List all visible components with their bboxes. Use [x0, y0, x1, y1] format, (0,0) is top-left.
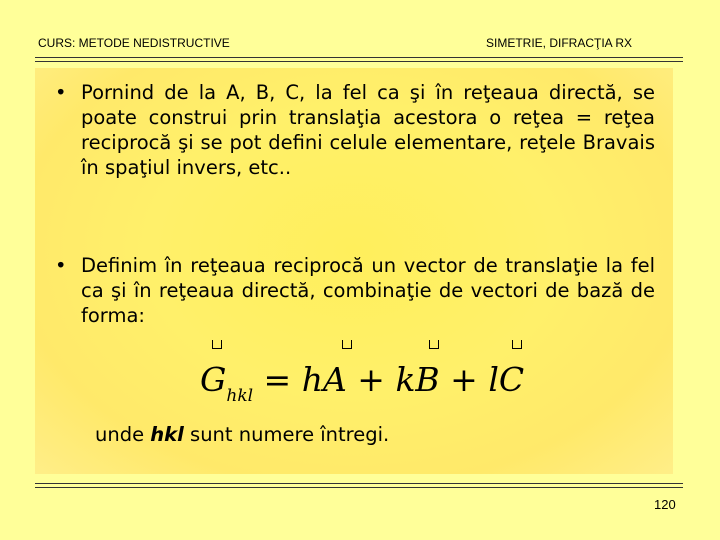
bullet-reciprocal-lattice	[55, 80, 655, 180]
vector-arrow-c	[512, 340, 522, 349]
formula-expression	[200, 360, 525, 406]
hkl-note	[95, 423, 389, 446]
note-suffix: sunt numere întregi.	[183, 423, 390, 446]
vector-arrow-g	[212, 340, 222, 349]
formula-equals: =	[253, 360, 302, 399]
vector-arrow-b	[429, 340, 439, 349]
formula-ha: hA	[301, 360, 347, 399]
note-prefix: unde	[95, 423, 151, 446]
section-title: SIMETRIE, DIFRACŢIA RX	[486, 36, 633, 50]
formula-plus: +	[439, 360, 489, 399]
formula-lc: lC	[488, 360, 525, 399]
formula-g: G	[200, 360, 227, 399]
page-number: 120	[654, 497, 676, 512]
formula-plus: +	[346, 360, 396, 399]
translation-vector-formula	[200, 340, 540, 410]
bullet-text: Definim în reţeaua reciprocă un vector de translaţie la fel ca şi în reţeaua directă, combinaţie de vectori de bază de forma:	[81, 254, 655, 327]
formula-kb: kB	[395, 360, 440, 399]
course-title: CURS: METODE NEDISTRUCTIVE	[38, 36, 230, 50]
header-divider	[35, 57, 683, 62]
footer-divider	[35, 483, 683, 488]
bullet-text: Pornind de la A, B, C, la fel ca şi în reţeaua directă, se poate construi prin translaţia acestora o reţea = reţea reciprocă şi se pot defini celule elementare, reţele Bravais în spaţiul invers, etc..	[81, 81, 655, 179]
bullet-translation-vector	[55, 253, 655, 328]
bullet-marker: •	[55, 81, 67, 104]
formula-subscript: hkl	[226, 386, 254, 406]
note-hkl: hkl	[150, 423, 184, 446]
bullet-marker: •	[55, 254, 67, 277]
vector-arrow-a	[342, 340, 352, 349]
